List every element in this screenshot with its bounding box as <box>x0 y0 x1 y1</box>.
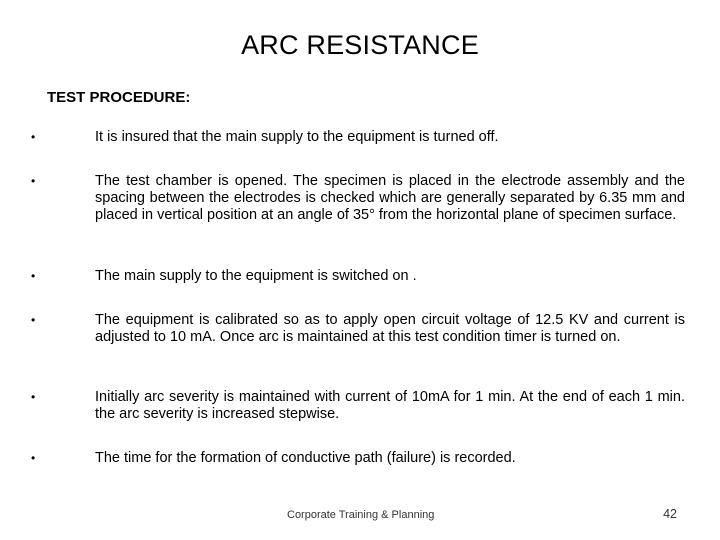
bullet-text: Initially arc severity is maintained with current of 10mA for 1 min. At the end of each 1 min. the arc severity is increased stepwise. <box>95 389 685 422</box>
bullet-icon: • <box>31 130 36 144</box>
bullet-text: The equipment is calibrated so as to apply open circuit voltage of 12.5 KV and current is adjusted to 10 mA. Once arc is maintained at this test condition timer is turned on. <box>95 312 685 345</box>
bullet-text: The main supply to the equipment is switched on . <box>95 268 417 284</box>
section-heading: TEST PROCEDURE: <box>47 89 191 106</box>
page-number: 42 <box>663 507 677 521</box>
bullet-icon: • <box>31 269 36 283</box>
slide-title: ARC RESISTANCE <box>241 30 479 60</box>
bullet-icon: • <box>31 390 36 404</box>
bullet-icon: • <box>31 451 36 465</box>
bullet-text: The time for the formation of conductive path (failure) is recorded. <box>95 450 516 466</box>
bullet-icon: • <box>31 313 36 327</box>
bullet-text: The test chamber is opened. The specimen is placed in the electrode assembly and the spacing between the electrodes is checked which are generally separated by 6.35 mm and placed in vertical position at an angle of 35° from the horizontal plane of specimen surface. <box>95 173 685 223</box>
footer-text: Corporate Training & Planning <box>287 509 435 521</box>
bullet-text: It is insured that the main supply to the equipment is turned off. <box>95 129 499 145</box>
bullet-icon: • <box>31 174 36 188</box>
